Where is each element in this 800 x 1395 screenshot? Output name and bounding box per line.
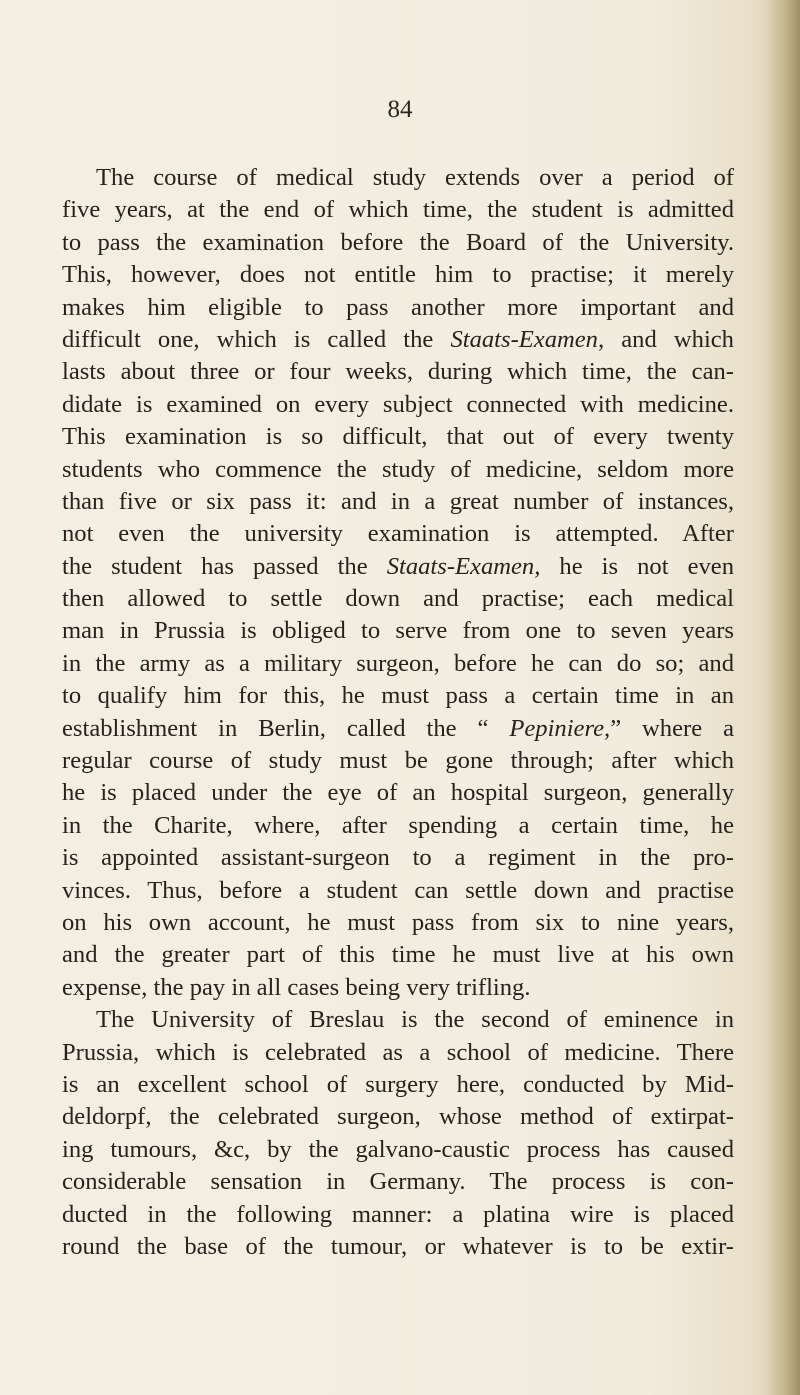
text-line: ing tumours, &c, by the galvano-caustic process has caused [62,1135,734,1163]
body-text [62,162,734,1263]
text-line: students who commence the study of medicine, seldom more [62,455,734,483]
text-line: and the greater part of this time he must live at his own [62,941,734,969]
text-line: on his own account, he must pass from six to nine years, [62,908,734,936]
text-line: is appointed assistant-surgeon to a regiment in the pro- [62,844,734,872]
italic-term: Pepiniere, [509,714,611,742]
text-line: makes him eligible to pass another more important and [62,293,734,321]
text-line: than five or six pass it: and in a great number of instances, [62,487,734,515]
text-line: in the Charite, where, after spending a certain time, he [62,811,734,839]
text-line: then allowed to settle down and practise; each medical [62,585,734,613]
text-line: The course of medical study extends over a period of [96,164,734,191]
text-line: he is placed under the eye of an hospital surgeon, generally [62,779,734,807]
italic-term: Staats-Examen, [386,552,541,580]
text-line: lasts about three or four weeks, during which time, the can- [62,358,734,386]
text-line: Prussia, which is celebrated as a school of medicine. There [62,1038,734,1066]
text-line: vinces. Thus, before a student can settle down and practise [62,876,734,904]
text-line: in the army as a military surgeon, before he can do so; and [62,649,734,677]
text-line: deldorpf, the celebrated surgeon, whose method of extirpat- [62,1103,734,1131]
text-line: didate is examined on every subject connected with medicine. [62,390,734,418]
text-line: man in Prussia is obliged to serve from one to seven years [62,617,734,645]
text-line: the student has passed the Staats-Examen, he is not even [62,552,734,580]
text-line: five years, at the end of which time, the student is admitted [62,196,734,224]
text-line: This, however, does not entitle him to practise; it merely [62,261,734,289]
text-line: expense, the pay in all cases being very trifling. [62,973,531,1001]
text-line: to pass the examination before the Board of the University. [62,228,734,256]
text-line: regular course of study must be gone through; after which [62,747,734,775]
text-line: round the base of the tumour, or whatever is to be extir- [62,1232,734,1260]
text-line: difficult one, which is called the Staats-Examen, and which [62,325,734,353]
text-line: ducted in the following manner: a platina wire is placed [62,1200,734,1228]
text-line: This examination is so difficult, that out of every twenty [62,423,734,451]
page-edge-shadow [766,0,800,1395]
text-line: considerable sensation in Germany. The process is con- [62,1168,734,1196]
italic-term: Staats-Examen, [450,325,605,353]
text-line: to qualify him for this, he must pass a certain time in an [62,682,734,710]
text-line: is an excellent school of surgery here, conducted by Mid- [62,1070,734,1098]
text-line: not even the university examination is attempted. After [62,520,734,548]
text-line: The University of Breslau is the second of eminence in [96,1006,734,1034]
text-line: establishment in Berlin, called the “ Pepiniere,” where a [62,714,734,742]
page-number: 84 [387,96,413,123]
